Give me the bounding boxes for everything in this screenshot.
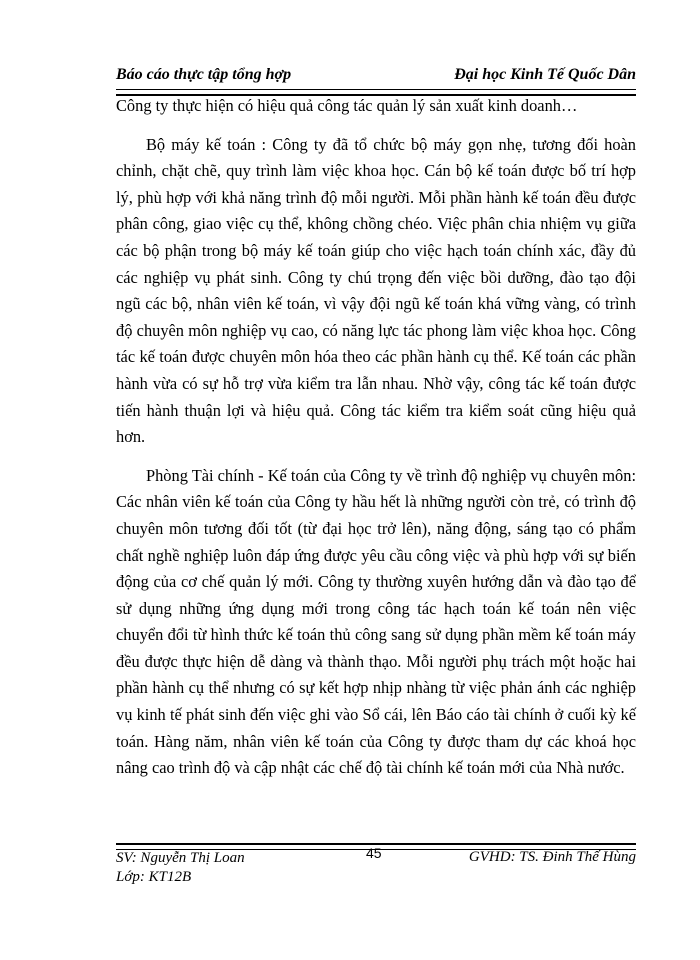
footer-student-name: SV: Nguyễn Thị Loan [116,850,245,866]
document-body [116,93,636,782]
paragraph-accounting-apparatus: Bộ máy kế toán : Công ty đã tổ chức bộ máy gọn nhẹ, tương đối hoàn chỉnh, chặt chẽ, quy trình làm việc khoa học. Cán bộ kế toán được bố trí hợp lý, phù hợp với khả năng trình độ mỗi người. Mỗi phần hành kế toán đều được phân công, giao việc cụ thể, không chồng chéo. Việc phân chia nhiệm vụ giữa các bộ phận trong bộ máy kế toán giúp cho việc hạch toán chính xác, đầy đủ các nghiệp vụ phát sinh. Công ty chú trọng đến việc bồi dưỡng, đào tạo đội ngũ các bộ, nhân viên kế toán, vì vậy đội ngũ kế toán khá vững vàng, có trình độ chuyên môn nghiệp vụ cao, có năng lực tác phong làm việc khoa học. Công tác kế toán được chuyên môn hóa theo các phần hành cụ thể. Kế toán các phần hành vừa có sự hỗ trợ vừa kiểm tra lẫn nhau. Nhờ vậy, công tác kế toán được tiến hành thuận lợi và hiệu quả. Công tác kiểm tra kiểm soát cũng hiệu quả hơn. [116,134,636,447]
paragraph-finance-department: Phòng Tài chính - Kế toán của Công ty về trình độ nghiệp vụ chuyên môn: Các nhân viên kế toán của Công ty hầu hết là những người còn trẻ, có trình độ chuyên môn tương đối tốt (từ đại học trở lên), năng động, sáng tạo có phẩm chất nghề nghiệp luôn đáp ứng được yêu cầu công việc và phù hợp với sự biến động của cơ chế quản lý mới. Công ty thường xuyên hướng dẫn và đào tạo để sử dụng những ứng dụng mới trong công tác hạch toán kế toán nên việc chuyển đổi từ hình thức kế toán thủ công sang sử dụng phần mềm kế toán máy đều được thực hiện dễ dàng và thành thạo. Mỗi người phụ trách một hoặc hai phần hành cụ thể nhưng có sự kết hợp nhịp nhàng từ việc phản ánh các nghiệp vụ kinh tế phát sinh đến việc ghi vào Sổ cái, lên Báo cáo tài chính ở cuối kỳ kế toán. Hàng năm, nhân viên kế toán của Công ty được tham dự các khoá học nâng cao trình độ và cập nhật các chế độ tài chính kế toán mới của Nhà nước. [116,465,636,778]
footer-advisor: GVHD: TS. Đinh Thế Hùng [468,849,636,865]
header-university: Đại học Kinh Tế Quốc Dân [454,66,636,83]
footer-student-info [116,849,245,887]
footer-class: Lớp: KT12B [116,869,192,885]
page-number: 45 [366,845,382,861]
header-report-title: Báo cáo thực tập tổng hợp [116,66,292,83]
paragraph-intro: Công ty thực hiện có hiệu quả công tác quản lý sản xuất kinh doanh… [116,96,578,115]
page-header [116,66,636,88]
